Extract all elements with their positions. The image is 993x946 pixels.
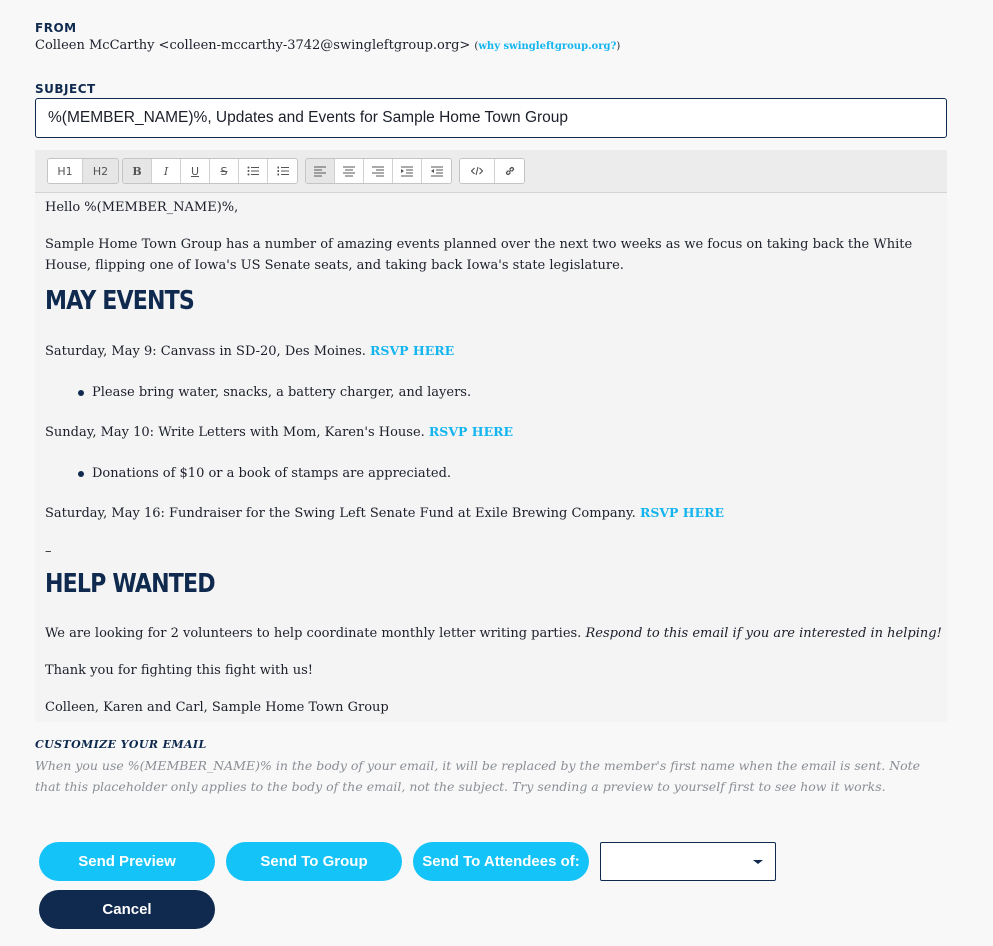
align-right-icon (372, 165, 384, 177)
send-to-group-button[interactable]: Send To Group (226, 842, 402, 881)
rsvp-link[interactable]: RSVP HERE (639, 505, 725, 520)
chevron-down-icon (753, 860, 763, 864)
event-line: Sunday, May 10: Write Letters with Mom, Karen's House. RSVP HERE (45, 424, 514, 440)
help-paragraph: We are looking for 2 volunteers to help coordinate monthly letter writing parties. Respond to this email if you are interested in helping! (45, 626, 942, 641)
may-events-heading: MAY EVENTS (45, 286, 194, 316)
email-body-editor[interactable] (35, 193, 947, 722)
subject-label: SUBJECT (35, 82, 96, 96)
bullet-dot (78, 471, 84, 477)
indent-button[interactable] (393, 159, 422, 183)
outdent-button[interactable] (422, 159, 451, 183)
help-italic-text: Respond to this email if you are interested in helping! (585, 626, 942, 641)
greeting: Hello %(MEMBER_NAME)%, (45, 200, 239, 215)
intro-paragraph: Sample Home Town Group has a number of amazing events planned over the next two weeks as we focus on taking back the White House, flipping one of Iowa's US Senate seats, and taking back Iowa's state legislature. (45, 237, 913, 273)
signature-line: Colleen, Karen and Carl, Sample Home Town Group (45, 700, 389, 715)
indent-icon (401, 165, 413, 177)
help-wanted-heading: HELP WANTED (45, 569, 215, 599)
insert-group (459, 158, 525, 184)
format-group (122, 158, 298, 184)
attendees-event-select[interactable] (600, 842, 776, 881)
customize-title: CUSTOMIZE YOUR EMAIL (35, 738, 207, 751)
event-line: Saturday, May 9: Canvass in SD-20, Des Moines. RSVP HERE (45, 343, 455, 359)
event-line: Saturday, May 16: Fundraiser for the Swing Left Senate Fund at Exile Brewing Company. RSVP HERE (45, 505, 725, 521)
send-preview-button[interactable]: Send Preview (39, 842, 215, 881)
editor-toolbar (35, 150, 947, 193)
thanks-line: Thank you for fighting this fight with us! (45, 663, 313, 678)
align-center-button[interactable] (335, 159, 364, 183)
bullet-dot (78, 390, 84, 396)
align-right-button[interactable] (364, 159, 393, 183)
rsvp-link[interactable]: RSVP HERE (370, 343, 455, 358)
code-button[interactable] (460, 159, 495, 183)
align-left-button[interactable] (306, 159, 335, 183)
h2-button[interactable]: H2 (83, 159, 118, 183)
list-item: Donations of $10 or a book of stamps are appreciated. (82, 463, 451, 484)
link-icon (504, 165, 516, 177)
align-group (305, 158, 452, 184)
numbered-list-icon (277, 165, 289, 177)
italic-button[interactable]: I (152, 159, 181, 183)
strikethrough-button[interactable]: S (210, 159, 239, 183)
why-domain-link[interactable]: why swingleftgroup.org? (478, 41, 617, 52)
align-center-icon (343, 165, 355, 177)
h1-button[interactable]: H1 (48, 159, 83, 183)
list-item: Please bring water, snacks, a battery charger, and layers. (82, 382, 471, 403)
from-sender (35, 38, 620, 53)
heading-group (47, 158, 119, 184)
sender-address: Colleen McCarthy <colleen-mccarthy-3742@swingleftgroup.org> (35, 38, 471, 53)
bold-button[interactable]: B (123, 159, 152, 183)
send-to-attendees-button[interactable]: Send To Attendees of: (413, 842, 589, 881)
cancel-button[interactable]: Cancel (39, 890, 215, 929)
outdent-icon (431, 165, 443, 177)
bullet-list-button[interactable] (239, 159, 268, 183)
link-button[interactable] (495, 159, 524, 183)
from-label: FROM (35, 21, 77, 35)
customize-note: When you use %(MEMBER_NAME)% in the body of your email, it will be replaced by the member's first name when the email is sent. Note that this placeholder only applies to the body of the email, not the subject. Try sending a preview to yourself first to see how it works. (35, 758, 921, 794)
why-domain: (why swingleftgroup.org?) (474, 41, 621, 52)
numbered-list-button[interactable] (268, 159, 297, 183)
bullet-list-icon (247, 165, 259, 177)
underline-button[interactable]: U (181, 159, 210, 183)
code-icon (471, 165, 483, 177)
rsvp-link[interactable]: RSVP HERE (428, 424, 514, 439)
align-left-icon (314, 165, 326, 177)
section-divider: – (45, 544, 52, 559)
subject-input[interactable] (35, 98, 947, 138)
